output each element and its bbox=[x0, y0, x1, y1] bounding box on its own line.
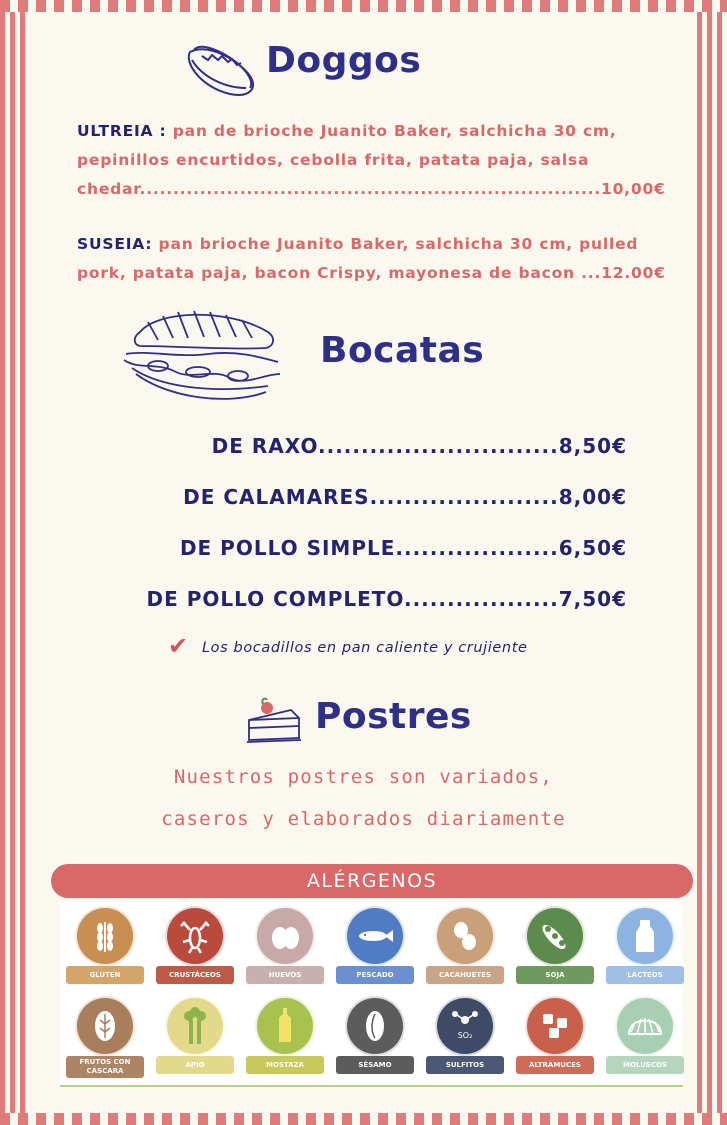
allergen-apio: APIO bbox=[150, 996, 240, 1086]
nut-icon bbox=[85, 1006, 125, 1046]
allergens-grid bbox=[60, 902, 683, 1088]
soy-icon bbox=[535, 916, 575, 956]
bottom-stripe-border bbox=[0, 1113, 727, 1125]
sandwich-icon bbox=[118, 302, 288, 412]
allergens-header: ALÉRGENOS bbox=[51, 864, 693, 898]
sesame-icon bbox=[355, 1006, 395, 1046]
postres-text-line1: Nuestros postres son variados, bbox=[173, 766, 554, 788]
item-desc: pepinillos encurtidos, cebolla frita, patata paja, salsa bbox=[77, 151, 590, 169]
allergen-sesamo: SÉSAMO bbox=[330, 996, 420, 1086]
fish-icon bbox=[355, 916, 395, 956]
egg-icon bbox=[265, 916, 305, 956]
allergen-soja: SOJA bbox=[510, 906, 600, 996]
lobster-icon bbox=[175, 916, 215, 956]
mustard-icon bbox=[265, 1006, 305, 1046]
allergen-gluten: GLUTEN bbox=[60, 906, 150, 996]
sulfite-symbol: SO₂ bbox=[457, 1031, 473, 1040]
menu-content bbox=[30, 12, 697, 1113]
sulfite-icon bbox=[445, 1006, 485, 1046]
item-desc: pan brioche Juanito Baker, salchicha 30 cm, pulled bbox=[158, 235, 639, 253]
postres-title: Postres bbox=[315, 696, 472, 737]
allergen-pescado: PESCADO bbox=[330, 906, 420, 996]
cake-icon bbox=[245, 696, 303, 746]
allergen-altramuces: ALTRAMUCES bbox=[510, 996, 600, 1086]
allergen-crustaceos: CRUSTÁCEOS bbox=[150, 906, 240, 996]
bocata-item-pollo-completo: DE POLLO COMPLETO..................7,50€ bbox=[146, 587, 627, 611]
bocata-item-pollo-simple: DE POLLO SIMPLE...................6,50€ bbox=[179, 536, 627, 560]
allergen-cacahuetes: CACAHUETES bbox=[420, 906, 510, 996]
celery-icon bbox=[175, 1006, 215, 1046]
item-name: SUSEIA: bbox=[77, 235, 159, 253]
doggos-title: Doggos bbox=[266, 40, 422, 81]
menu-item-suseia bbox=[77, 230, 667, 288]
item-desc: pan de brioche Juanito Baker, salchicha 30 cm, bbox=[172, 122, 617, 140]
allergen-huevos: HUEVOS bbox=[240, 906, 330, 996]
item-desc-price: chedar.....................................................................10,00€ bbox=[77, 180, 666, 198]
bocata-item-raxo: DE RAXO............................8,50€ bbox=[211, 434, 627, 458]
right-stripe-border bbox=[697, 0, 727, 1125]
left-stripe-border bbox=[0, 0, 30, 1125]
allergen-moluscos: MOLUSCOS bbox=[600, 996, 690, 1086]
allergen-sulfitos: SO₂ SULFITOS bbox=[420, 996, 510, 1086]
bocata-item-calamares: DE CALAMARES......................8,00€ bbox=[183, 485, 627, 509]
bocatas-title: Bocatas bbox=[320, 330, 485, 371]
footer-divider bbox=[60, 1085, 683, 1087]
postres-text-line2: caseros y elaborados diariamente bbox=[161, 808, 566, 830]
allergen-lacteos: LÁCTEOS bbox=[600, 906, 690, 996]
allergen-frutos-con-cascara: FRUTOS CON CÁSCARA bbox=[60, 996, 150, 1086]
item-desc-price: pork, patata paja, bacon Crispy, mayonesa de bacon ...12.00€ bbox=[77, 264, 666, 282]
menu-item-ultreia bbox=[77, 117, 667, 204]
peanut-icon bbox=[445, 916, 485, 956]
lupin-icon bbox=[535, 1006, 575, 1046]
milk-icon bbox=[625, 916, 665, 956]
wheat-icon bbox=[85, 916, 125, 956]
bocatas-note: Los bocadillos en pan caliente y crujiente bbox=[202, 640, 528, 656]
item-name: ULTREIA : bbox=[77, 122, 173, 140]
allergen-mostaza: MOSTAZA bbox=[240, 996, 330, 1086]
hotdog-icon bbox=[180, 32, 260, 102]
top-stripe-border bbox=[0, 0, 727, 12]
shell-icon bbox=[625, 1006, 665, 1046]
checkmark-icon: ✔ bbox=[168, 632, 189, 660]
